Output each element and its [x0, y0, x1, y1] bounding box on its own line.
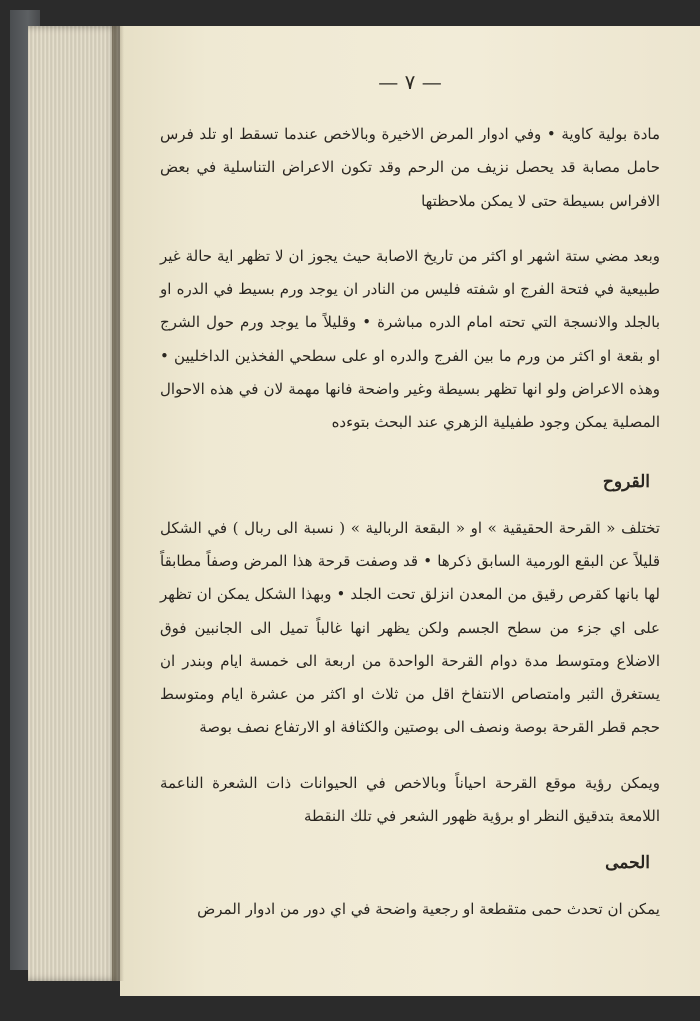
page-stack-edges: [28, 26, 120, 981]
section-heading-ulcers: القروح: [602, 471, 650, 492]
paragraph-ulcer-description: تختلف « القرحة الحقيقية » او « البقعة الربالية » ( نسبة الى ربال ) في الشكل قليلاً عن البقع الورمية السابق ذكرها • قد وصفت قرحة هذا المرض وصفاً مطابقاً لها بانها كقرص رقيق من المعدن انزلق تحت الجلد • وبهذا الشكل يمكن ان تظهر على اي جزء من سطح الجسم ولكن يظهر انها غالباً تميل الى الجانبين فوق الاضلاع ومتوسط مدة دوام القرحة الواحدة من اربعة الى خمسة ايام وبندر ان يستغرق الثبر وامتصاص الانتفاخ اقل من ثلاث او اكثر من عشرة ايام ومتوسط حجم قطر القرحة بوصة ونصف الى بوصتين والكثافة او الارتفاع نصف بوصة: [160, 518, 660, 737]
paragraph-ulcer-visibility: ويمكن رؤية موقع القرحة احياناً وبالاخص في الحيوانات ذات الشعرة الناعمة اللامعة بتدقيق النظر او برؤية ظهور الشعر في تلك النقطة: [160, 773, 660, 826]
paragraph-after-six-months: وبعد مضي ستة اشهر او اكثر من تاريخ الاصابة حيث يجوز ان لا تظهر اية حالة غير طبيعية في فتحة الفرج او شفته فليس من النادر ان يوجد ورم بسيط في الدره او بالجلد والانسجة التي تحته امام الدره مباشرة • وقليلاً ما يوجد ورم حول الشرج او بقعة او اكثر من ورم ما بين الفرج والدره او على سطحي الفخذين الداخليين • وهذه الاعراض ولو انها تظهر بسيطة وغير واضحة فانها مهمة لان في هذه الاحوال المصلية يمكن وجود طفيلية الزهري عند البحث بتوءده: [160, 246, 660, 432]
spine-shadow: [112, 26, 124, 981]
section-heading-fever: الحمى: [605, 853, 650, 874]
book-page: [120, 26, 700, 996]
page-number: — ٧ —: [378, 70, 442, 94]
paragraph-fever: يمكن ان تحدث حمى متقطعة او رجعية واضحة في اي دور من ادوار المرض: [197, 900, 660, 919]
page-content: [160, 118, 660, 927]
paragraph-symptoms-end: مادة بولية كاوية • وفي ادوار المرض الاخيرة وبالاخص عندما تسقط او تلد فرس حامل مصابة قد يحصل نزيف من الرحم وقد تكون الاعراض التناسلية في بعض الافراس بسيطة حتى لا يمكن ملاحظتها: [160, 125, 660, 210]
